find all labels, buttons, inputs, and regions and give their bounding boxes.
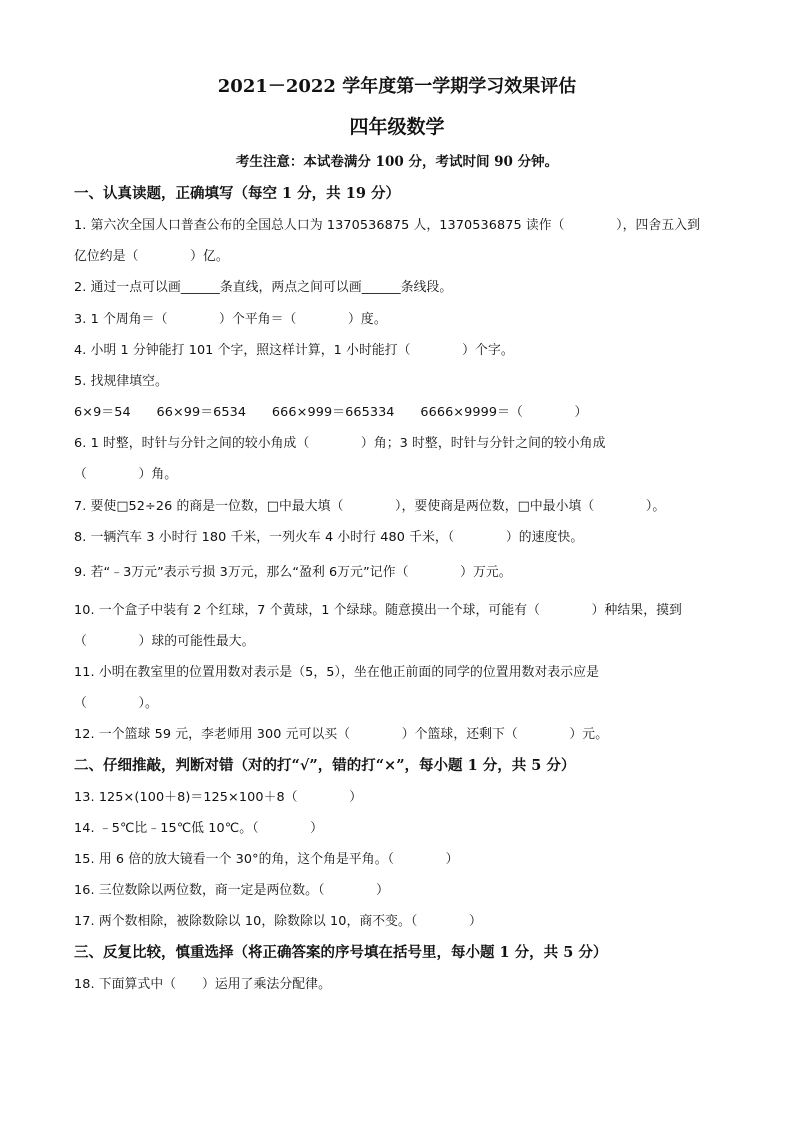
question-5-pattern: 6×9＝54 66×99＝6534 666×999＝665334 6666×9999＝（ ） xyxy=(74,405,588,420)
question-10-line-2: （ ）球的可能性最大。 xyxy=(74,634,255,649)
question-5: 5. 找规律填空。 xyxy=(74,374,168,389)
question-10-line-1: 10. 一个盒子中装有 2 个红球，7 个黄球，1 个绿球。随意摸出一个球，可能有（ ）种结果，摸到 xyxy=(74,603,682,618)
question-1-line-2: 亿位约是（ ）亿。 xyxy=(74,249,229,264)
question-13: 13. 125×(100＋8)＝125×100＋8（ ） xyxy=(74,790,363,805)
question-6-line-1: 6. 1 时整，时针与分针之间的较小角成（ ）角；3 时整，时针与分针之间的较小角成 xyxy=(74,436,606,451)
question-15: 15. 用 6 倍的放大镜看一个 30°的角，这个角是平角。（ ） xyxy=(74,852,459,867)
question-7: 7. 要使□52÷26 的商是一位数，□中最大填（ ），要使商是两位数，□中最小填（ ）。 xyxy=(74,499,666,514)
question-3: 3. 1 个周角＝（ ）个平角＝（ ）度。 xyxy=(74,312,387,327)
exam-notice: 考生注意：本试卷满分 100 分，考试时间 90 分钟。 xyxy=(235,154,559,170)
question-12: 12. 一个篮球 59 元，李老师用 300 元可以买（ ）个篮球，还剩下（ ）元。 xyxy=(74,727,609,742)
question-9: 9. 若“﹣3万元”表示亏损 3万元，那么“盈利 6万元”记作（ ）万元。 xyxy=(74,565,512,580)
question-11-line-2: （ ）。 xyxy=(74,696,158,711)
section-1-heading: 一、认真读题，正确填写（每空 1 分，共 19 分） xyxy=(74,185,400,202)
question-1-line-1: 1. 第六次全国人口普查公布的全国总人口为 1370536875 人，1370536875 读作（ ），四舍五入到 xyxy=(74,218,701,233)
question-11-line-1: 11. 小明在教室里的位置用数对表示是（5，5），坐在他正前面的同学的位置用数对表示应是 xyxy=(74,665,599,680)
question-14: 14. ﹣5℃比﹣15℃低 10℃。（ ） xyxy=(74,821,324,836)
exam-subtitle: 四年级数学 xyxy=(349,116,445,138)
question-2: 2. 通过一点可以画______条直线，两点之间可以画______条线段。 xyxy=(74,280,453,295)
exam-title: 2021－2022 学年度第一学期学习效果评估 xyxy=(217,76,577,97)
question-17: 17. 两个数相除，被除数除以 10，除数除以 10，商不变。（ ） xyxy=(74,914,482,929)
section-3-heading: 三、反复比较，慎重选择（将正确答案的序号填在括号里，每小题 1 分，共 5 分） xyxy=(74,944,608,961)
question-16: 16. 三位数除以两位数，商一定是两位数。（ ） xyxy=(74,883,390,898)
question-6-line-2: （ ）角。 xyxy=(74,467,178,482)
question-18: 18. 下面算式中（ ）运用了乘法分配律。 xyxy=(74,977,331,992)
question-4: 4. 小明 1 分钟能打 101 个字，照这样计算，1 小时能打（ ）个字。 xyxy=(74,343,514,358)
question-8: 8. 一辆汽车 3 小时行 180 千米，一列火车 4 小时行 480 千米，（ ）的速度快。 xyxy=(74,530,584,545)
section-2-heading: 二、仔细推敲，判断对错（对的打“√”，错的打“×”，每小题 1 分，共 5 分） xyxy=(74,757,576,774)
